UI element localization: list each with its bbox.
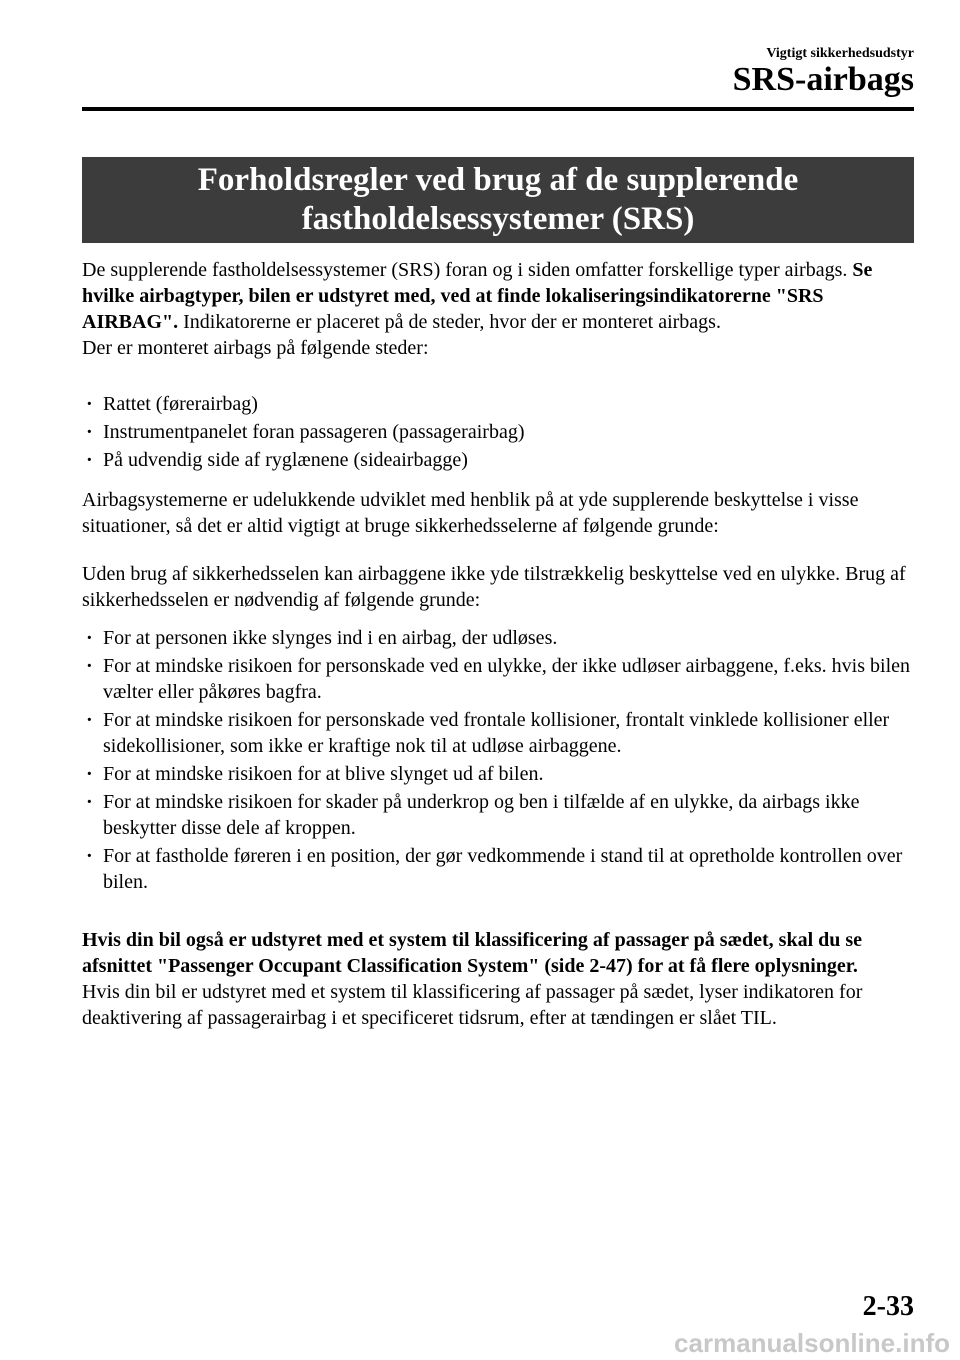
occupant-paragraph: Hvis din bil er udstyret med et system til klassificering af passager på sædet, lyser indikatoren for deaktivering af passagerairbag i et specificeret tidsrum, efter at tændingen er slået TIL.	[82, 981, 863, 1029]
chapter-title: SRS-airbags	[732, 61, 914, 98]
list-item: · På udvendig side af ryglænene (sideairbagge)	[82, 447, 914, 473]
page-title-line-1: Forholdsregler ved brug af de supplerende	[197, 162, 799, 198]
intro-text-b: Indikatorerne er placeret på de steder, hvor der er monteret airbags.	[178, 311, 721, 333]
list-item: · For at mindske risikoen for at blive slynget ud af bilen.	[82, 761, 914, 787]
supplemental-paragraph: Airbagsystemerne er udelukkende udviklet med henblik på at yde supplerende beskyttelse i visse situationer, så det er altid vigtigt at bruge sikkerhedsselerne af følgende grunde:	[82, 489, 859, 537]
page-title-banner	[82, 157, 914, 243]
list-item: · For at personen ikke slynges ind i en airbag, der udløses.	[82, 625, 914, 651]
list-item: · For at mindske risikoen for skader på underkrop og ben i tilfælde af en ulykke, da airbags ikke beskytter disse dele af kroppen.	[82, 789, 914, 841]
occupant-bold-text: Hvis din bil også er udstyret med et system til klassificering af passager på sædet, skal du se afsnittet "Passenger Occupant Classification System" (side 2-47) for at få flere oplysninger.	[82, 929, 863, 977]
list-item: · Rattet (førerairbag)	[82, 391, 914, 417]
airbag-locations-list	[82, 391, 914, 473]
belt-reasons-list	[82, 625, 914, 895]
header-divider	[82, 107, 914, 111]
intro-text-a: De supplerende fastholdelsessystemer (SRS) foran og i siden omfatter forskellige typer airbags.	[82, 259, 853, 281]
list-item: · For at fastholde føreren i en position, der gør vedkommende i stand til at opretholde kontrollen over bilen.	[82, 843, 914, 895]
list-item: · For at mindske risikoen for personskade ved frontale kollisioner, frontalt vinklede kollisioner eller sidekollisioner, som ikke er kraftige nok til at udløse airbaggene.	[82, 707, 914, 759]
locations-lead: Der er monteret airbags på følgende steder:	[82, 337, 429, 359]
belt-paragraph: Uden brug af sikkerhedsselen kan airbaggene ikke yde tilstrækkelig beskyttelse ved en ulykke. Brug af sikkerhedsselen er nødvendig af følgende grunde:	[82, 563, 906, 611]
intro-bold-text: Se hvilke airbagtyper, bilen er udstyret med, ved at finde lokaliseringsindikatorerne "SRS AIRBAG".	[82, 259, 873, 333]
watermark: carmanualsonline.info	[674, 1328, 950, 1358]
list-item: · Instrumentpanelet foran passageren (passagerairbag)	[82, 419, 914, 445]
section-title: Vigtigt sikkerhedsudstyr	[766, 46, 914, 61]
intro-paragraph	[82, 257, 914, 335]
list-item: · For at mindske risikoen for personskade ved en ulykke, der ikke udløser airbaggene, f.eks. hvis bilen vælter eller påkøres bagfra.	[82, 653, 914, 705]
page-title-line-2: fastholdelsessystemer (SRS)	[301, 201, 695, 237]
document-body	[82, 257, 914, 1031]
page-number: 2-33	[862, 1291, 914, 1322]
occupant-bold-paragraph	[82, 927, 914, 979]
